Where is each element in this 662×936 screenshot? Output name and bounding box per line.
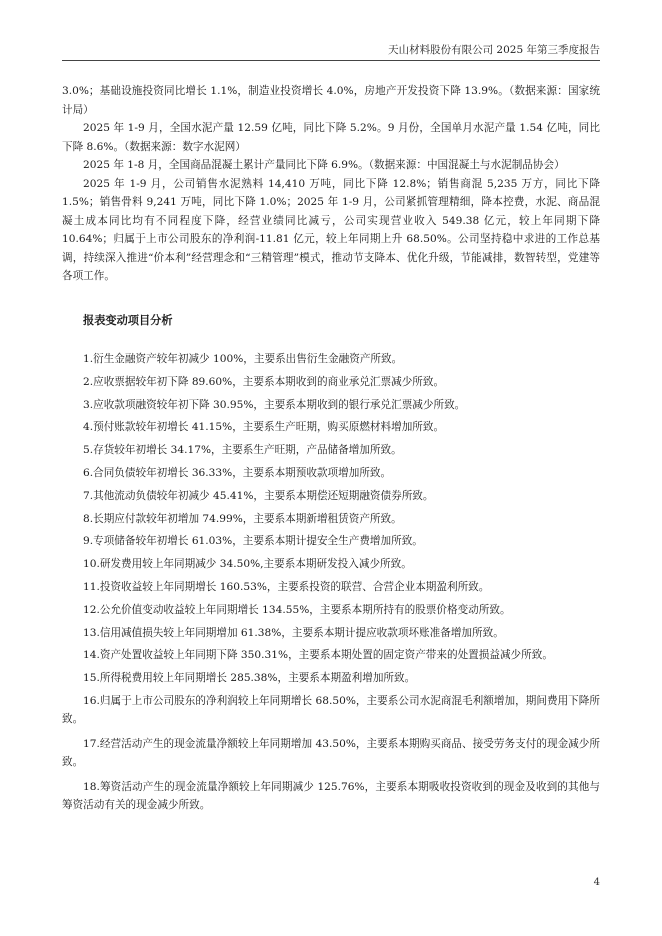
page-number: 4: [593, 877, 600, 888]
change-analysis-list: [62, 350, 600, 815]
list-item: 10.研发费用较上年同期减少 34.50%,主要系本期研发投入减少所致。: [83, 558, 412, 571]
list-item: 13.信用减值损失较上年同期增加 61.38%，主要系本期计提应收款项坏账准备增加所致。: [83, 626, 504, 639]
report-header-title: 天山材料股份有限公司 2025 年第三季度报告: [388, 44, 600, 56]
header-divider: [62, 60, 600, 61]
list-item: 17.经营活动产生的现金流量净额较上年同期增加 43.50%，主要系本期购买商品、接受劳务支付的现金减少所致。: [62, 737, 600, 769]
list-item: 11.投资收益较上年同期增长 160.53%，主要系投资的联营、合营企业本期盈利所致。: [83, 580, 490, 593]
section-title: 报表变动项目分析: [83, 313, 173, 327]
list-item: 2.应收票据较年初下降 89.60%，主要系本期收到的商业承兑汇票减少所致。: [83, 375, 445, 388]
list-item: 4.预付账款较年初增长 41.15%，主要系生产旺期，购买原燃材料增加所致。: [83, 421, 445, 434]
list-item: 7.其他流动负债较年初减少 45.41%，主要系本期偿还短期融资债券所致。: [83, 489, 434, 502]
list-item: 9.专项储备较年初增长 61.03%，主要系本期计提安全生产费增加所致。: [83, 535, 423, 548]
list-item: 1.衍生金融资产较年初减少 100%，主要系出售衍生金融资产所致。: [83, 353, 403, 365]
list-item: 16.归属于上市公司股东的净利润较上年同期增长 68.50%，主要系公司水泥商混毛利额增加，期间费用下降所致。: [62, 694, 600, 726]
list-item: 5.存货较年初增长 34.17%，主要系生产旺期，产品储备增加所致。: [83, 444, 402, 457]
list-item: 14.资产处置收益较上年同期下降 350.31%，主要系本期处置的固定资产带来的处置损益减少所致。: [83, 649, 553, 662]
paragraph-concrete-output: 2025 年 1-8 月，全国商品混凝土累计产量同比下降 6.9%。（数据来源：中国混凝土与水泥制品协会）: [83, 159, 565, 171]
document-body: [62, 82, 600, 821]
list-item: 6.合同负债较年初增长 36.33%，主要系本期预收款项增加所致。: [83, 466, 392, 479]
paragraph-company-performance: 2025 年 1-9 月，公司销售水泥熟料 14,410 万吨，同比下降 12.8%；销售商混 5,235 万方，同比下降 1.5%；销售骨料 9,241 万吨，同比下降 1.0%；2025 年 1-9 月，公司紧抓管理精细，降本控费，水泥、商品混凝土成本同比均有不同程度下降，经营业绩同比减亏，公司实现营业收入 549.38 亿元，较上年同期下降 10.64%；归属于上市公司股东的净利润-11.81 亿元，较上年同期上升 68.50%。公司坚持稳中求进的工作总基调，持续深入推进“价本利”经营理念和“三精管理”模式，推动节支降本、优化升级，节能减排，数智转型，党建等各项工作。: [62, 177, 600, 282]
paragraph-cement-output: 2025 年 1-9 月，全国水泥产量 12.59 亿吨，同比下降 5.2%。9 月份，全国单月水泥产量 1.54 亿吨，同比下降 8.6%。（数据来源：数字水泥网）: [62, 122, 600, 153]
list-item: 12.公允价值变动收益较上年同期增长 134.55%，主要系本期所持有的股票价格变动所致。: [83, 603, 511, 616]
paragraph-investment: 3.0%；基础设施投资同比增长 1.1%，制造业投资增长 4.0%，房地产开发投资下降 13.9%。（数据来源：国家统计局）: [62, 85, 600, 116]
list-item: 18.筹资活动产生的现金流量净额较上年同期减少 125.76%，主要系本期吸收投资收到的现金及收到的其他与筹资活动有关的现金减少所致。: [62, 780, 600, 812]
list-item: 3.应收款项融资较年初下降 30.95%，主要系本期收到的银行承兑汇票减少所致。: [83, 398, 466, 411]
list-item: 15.所得税费用较上年同期增长 285.38%，主要系本期盈利增加所致。: [83, 672, 416, 685]
list-item: 8.长期应付款较年初增加 74.99%，主要系本期新增租赁资产所致。: [83, 512, 402, 525]
